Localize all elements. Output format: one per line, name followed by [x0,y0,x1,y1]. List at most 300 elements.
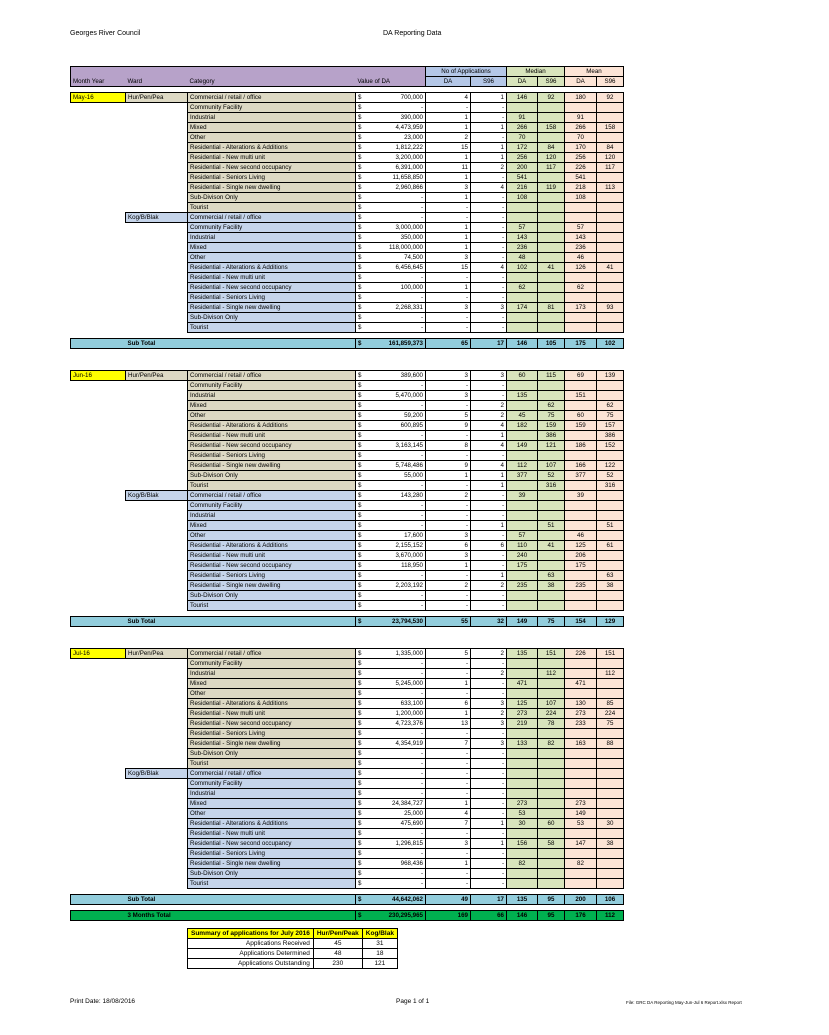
total-label: 3 Months Total [126,911,188,921]
cell-med-da [507,879,538,889]
currency-symbol: $ [358,522,362,529]
cell-mean-da [565,213,597,223]
month-blank [71,461,126,471]
ward-blank [126,263,188,273]
cell-n-da: 7 [426,819,471,829]
value-amount: - [420,402,423,409]
cell-n-da: - [426,879,471,889]
cell-n-da: - [426,273,471,283]
currency-symbol: $ [358,442,362,449]
subtotal-row [71,617,624,627]
cell-med-da: 39 [507,491,538,501]
value-amount: - [420,452,423,459]
category-cell: Mixed [188,521,356,531]
cell-n-da: 1 [426,799,471,809]
cell-mean-s96 [597,769,624,779]
cell-med-s96: 117 [538,163,565,173]
month-blank [71,819,126,829]
currency-symbol: $ [358,462,362,469]
cell-n-da: - [426,601,471,611]
cell-n-da: 11 [426,163,471,173]
month-blank [71,481,126,491]
cell-n-s96: - [471,829,507,839]
cell-mean-s96: 151 [597,649,624,659]
cell-med-da [507,381,538,391]
cell-med-s96: 81 [538,303,565,313]
total-med-s96: 105 [538,339,565,349]
spacer [71,627,624,649]
cell-med-s96: 62 [538,401,565,411]
cell-n-s96: - [471,313,507,323]
value-amount: - [420,830,423,837]
value-cell [356,303,426,313]
summary-col-kog: Kog/Blak [362,929,397,939]
cell-mean-s96 [597,293,624,303]
cell-mean-da: 57 [565,223,597,233]
cell-med-da [507,789,538,799]
value-cell [356,779,426,789]
value-amount: 5,748,486 [395,462,423,469]
cell-med-da: 143 [507,233,538,243]
value-amount: 4,473,959 [395,124,423,131]
cell-mean-da: 273 [565,799,597,809]
category-cell: Residential - Single new dwelling [188,581,356,591]
cell-n-da: 1 [426,283,471,293]
ward-blank [126,421,188,431]
currency-symbol: $ [358,720,362,727]
ward-blank [126,849,188,859]
table-row [71,213,624,223]
total-blank [188,339,356,349]
total-mean-da: 176 [565,911,597,921]
cell-med-da: 57 [507,223,538,233]
cell-mean-da: 226 [565,649,597,659]
total-n-s96: 17 [471,339,507,349]
ward-blank [126,411,188,421]
cell-med-s96 [538,223,565,233]
cell-med-s96 [538,273,565,283]
currency-symbol: $ [358,730,362,737]
value-cell [356,381,426,391]
category-cell: Residential - Alterations & Additions [188,819,356,829]
ward-blank [126,749,188,759]
value-amount: 1,812,222 [395,144,423,151]
cell-med-s96 [538,491,565,501]
summary-value: 31 [362,939,397,949]
cell-mean-da [565,689,597,699]
category-cell: Tourist [188,759,356,769]
currency-symbol: $ [358,870,362,877]
ward-blank [126,471,188,481]
table-row [71,829,624,839]
cell-med-s96 [538,243,565,253]
cell-med-da: 236 [507,243,538,253]
category-cell: Commercial / retail / office [188,93,356,103]
ward-blank [126,113,188,123]
table-row [71,809,624,819]
value-amount: - [420,274,423,281]
currency-symbol: $ [358,144,362,151]
table-row [71,719,624,729]
value-amount: - [420,880,423,887]
cell-med-s96 [538,659,565,669]
month-blank [71,709,126,719]
month-blank [71,303,126,313]
value-cell [356,895,426,905]
cell-n-da: - [426,431,471,441]
cell-med-da [507,601,538,611]
cell-n-s96: 2 [471,581,507,591]
cell-n-da: 4 [426,809,471,819]
value-amount: - [420,382,423,389]
currency-symbol: $ [358,562,362,569]
cell-n-s96: 1 [471,471,507,481]
cell-med-s96: 107 [538,699,565,709]
month-blank [71,243,126,253]
cell-mean-s96 [597,133,624,143]
cell-n-da: - [426,769,471,779]
cell-mean-s96 [597,869,624,879]
cell-med-da [507,849,538,859]
category-cell: Residential - New second occupancy [188,441,356,451]
cell-med-da: 45 [507,411,538,421]
month-blank [71,421,126,431]
month-blank [71,133,126,143]
currency-symbol: $ [358,392,362,399]
total-n-s96: 32 [471,617,507,627]
cell-n-s96: - [471,283,507,293]
summary-title: Summary of applications for July 2016 [188,929,314,939]
table-row [71,401,624,411]
currency-symbol: $ [358,830,362,837]
ward-blank [126,143,188,153]
value-cell [356,471,426,481]
currency-symbol: $ [358,224,362,231]
cell-med-s96: 41 [538,263,565,273]
ward-blank [126,273,188,283]
value-cell [356,113,426,123]
value-amount: - [420,670,423,677]
cell-mean-s96: 63 [597,571,624,581]
ward-blank [126,253,188,263]
table-row [71,263,624,273]
category-cell: Community Facility [188,779,356,789]
value-amount: 968,436 [400,860,423,867]
cell-n-da: - [426,849,471,859]
cell-mean-s96 [597,809,624,819]
month-blank [71,749,126,759]
cell-mean-s96 [597,283,624,293]
total-mean-da: 154 [565,617,597,627]
ward-blank [126,591,188,601]
value-cell [356,501,426,511]
cell-med-da [507,481,538,491]
cell-mean-da: 256 [565,153,597,163]
cell-mean-da: 273 [565,709,597,719]
cell-n-s96: 2 [471,669,507,679]
table-row [71,451,624,461]
value-amount: - [420,104,423,111]
value-amount: - [420,602,423,609]
ward-blank [126,103,188,113]
table-row [71,193,624,203]
cell-mean-s96 [597,491,624,501]
table-row [71,521,624,531]
cell-med-da: 266 [507,123,538,133]
total-n-da: 49 [426,895,471,905]
cell-n-da: 6 [426,541,471,551]
table-row [71,511,624,521]
total-mean-s96: 102 [597,339,624,349]
month-blank [71,699,126,709]
cell-mean-s96 [597,551,624,561]
value-cell [356,323,426,333]
ward-blank [126,699,188,709]
cell-mean-da: 541 [565,173,597,183]
cell-n-da: 1 [426,679,471,689]
ward-blank [126,123,188,133]
month-blank [71,183,126,193]
value-amount: 3,163,145 [395,442,423,449]
table-row [71,243,624,253]
ward-blank [126,679,188,689]
cell-med-s96: 58 [538,839,565,849]
cell-med-da [507,451,538,461]
cell-med-da [507,323,538,333]
value-amount: - [420,294,423,301]
category-cell: Community Facility [188,381,356,391]
ward-label: Kog/B/Blak [126,491,188,501]
value-cell [356,253,426,263]
cell-mean-s96 [597,601,624,611]
cell-mean-da [565,451,597,461]
category-cell: Other [188,133,356,143]
currency-symbol: $ [358,412,362,419]
table-row [71,253,624,263]
table-row [71,441,624,451]
month-blank [71,869,126,879]
cell-mean-s96: 93 [597,303,624,313]
cell-med-s96: 115 [538,371,565,381]
cell-med-s96 [538,869,565,879]
col-median: Median [507,67,565,77]
total-blank [71,617,126,627]
summary-value: 230 [313,959,362,969]
cell-med-s96 [538,591,565,601]
category-cell: Residential - Seniors Living [188,571,356,581]
col-category: Category [188,77,356,87]
cell-med-s96: 60 [538,819,565,829]
table-row [71,789,624,799]
ward-blank [126,709,188,719]
cell-med-s96: 119 [538,183,565,193]
currency-symbol: $ [358,502,362,509]
value-amount: - [420,660,423,667]
category-cell: Mixed [188,243,356,253]
cell-mean-da [565,431,597,441]
total-med-da: 149 [507,617,538,627]
ward-blank [126,283,188,293]
ward-blank [126,323,188,333]
month-blank [71,789,126,799]
cell-n-da: 9 [426,421,471,431]
currency-symbol: $ [358,820,362,827]
cell-mean-s96: 52 [597,471,624,481]
value-amount: - [420,870,423,877]
ward-blank [126,669,188,679]
cell-mean-s96: 61 [597,541,624,551]
table-row [71,659,624,669]
cell-mean-da [565,729,597,739]
cell-n-s96: - [471,849,507,859]
cell-mean-da [565,879,597,889]
cell-mean-s96 [597,273,624,283]
cell-n-da: 13 [426,719,471,729]
cell-med-da: 541 [507,173,538,183]
month-blank [71,551,126,561]
table-row [71,689,624,699]
month-blank [71,669,126,679]
cell-mean-da: 173 [565,303,597,313]
month-blank [71,283,126,293]
value-amount: 143,280 [400,492,423,499]
category-cell: Residential - New second occupancy [188,561,356,571]
ward-blank [126,451,188,461]
col-value: Value of DA [356,77,426,87]
cell-mean-da: 69 [565,371,597,381]
cell-mean-s96 [597,501,624,511]
currency-symbol: $ [358,340,362,347]
cell-med-s96 [538,313,565,323]
cell-med-s96: 63 [538,571,565,581]
cell-med-s96: 82 [538,739,565,749]
cell-mean-s96 [597,659,624,669]
cell-mean-da [565,521,597,531]
category-cell: Residential - Single new dwelling [188,461,356,471]
month-blank [71,659,126,669]
table-row [71,93,624,103]
cell-mean-da: 82 [565,859,597,869]
category-cell: Residential - Alterations & Additions [188,541,356,551]
ward-blank [126,601,188,611]
cell-mean-da [565,401,597,411]
value-amount: - [420,690,423,697]
currency-symbol: $ [358,382,362,389]
month-blank [71,729,126,739]
cell-med-s96: 78 [538,719,565,729]
cell-med-da [507,313,538,323]
cell-n-da: 2 [426,581,471,591]
ward-label: Hur/Pen/Pea [126,371,188,381]
value-amount: - [420,592,423,599]
value-amount: - [420,780,423,787]
ward-blank [126,401,188,411]
cell-n-da: 1 [426,113,471,123]
currency-symbol: $ [358,912,362,919]
value-amount: 44,642,062 [392,896,423,903]
value-amount: 24,384,727 [392,800,423,807]
category-cell: Residential - New multi unit [188,153,356,163]
ward-blank [126,541,188,551]
cell-n-s96: - [471,551,507,561]
currency-symbol: $ [358,618,362,625]
cell-mean-da: 233 [565,719,597,729]
table-row [71,173,624,183]
cell-n-da: - [426,659,471,669]
value-cell [356,313,426,323]
month-blank [71,163,126,173]
cell-n-da: - [426,571,471,581]
currency-symbol: $ [358,472,362,479]
value-amount: 4,723,376 [395,720,423,727]
cell-mean-s96: 113 [597,183,624,193]
currency-symbol: $ [358,204,362,211]
cell-n-s96: - [471,859,507,869]
summary-label: Applications Determined [188,949,314,959]
cell-med-da [507,501,538,511]
cell-med-da [507,769,538,779]
currency-symbol: $ [358,780,362,787]
cell-n-s96: - [471,223,507,233]
cell-n-s96: 4 [471,461,507,471]
category-cell: Residential - Alterations & Additions [188,699,356,709]
month-blank [71,213,126,223]
cell-med-s96 [538,193,565,203]
ward-blank [126,729,188,739]
cell-n-da: 15 [426,263,471,273]
category-cell: Sub-Divison Only [188,193,356,203]
cell-mean-s96: 117 [597,163,624,173]
cell-med-s96: 224 [538,709,565,719]
category-cell: Tourist [188,601,356,611]
cell-med-s96 [538,561,565,571]
month-blank [71,679,126,689]
value-amount: - [420,522,423,529]
month-blank [71,381,126,391]
cell-mean-s96: 92 [597,93,624,103]
value-amount: 390,000 [400,114,423,121]
value-amount: - [420,572,423,579]
cell-n-s96: - [471,233,507,243]
cell-n-da: 3 [426,253,471,263]
cell-mean-da [565,591,597,601]
value-cell [356,531,426,541]
category-cell: Tourist [188,203,356,213]
table-row [71,431,624,441]
cell-mean-da: 166 [565,461,597,471]
ward-blank [126,243,188,253]
cell-med-da [507,759,538,769]
value-cell [356,911,426,921]
month-blank [71,411,126,421]
ward-blank [126,859,188,869]
cell-n-da: - [426,213,471,223]
cell-mean-da: 175 [565,561,597,571]
month-blank [71,193,126,203]
category-cell: Residential - Seniors Living [188,451,356,461]
currency-symbol: $ [358,214,362,221]
ward-blank [126,789,188,799]
table-row [71,273,624,283]
cell-med-s96: 92 [538,93,565,103]
cell-mean-da: 126 [565,263,597,273]
cell-mean-da: 39 [565,491,597,501]
cell-n-da: 3 [426,551,471,561]
cell-n-s96: - [471,491,507,501]
category-cell: Residential - Single new dwelling [188,859,356,869]
cell-med-s96 [538,253,565,263]
cell-mean-s96 [597,591,624,601]
